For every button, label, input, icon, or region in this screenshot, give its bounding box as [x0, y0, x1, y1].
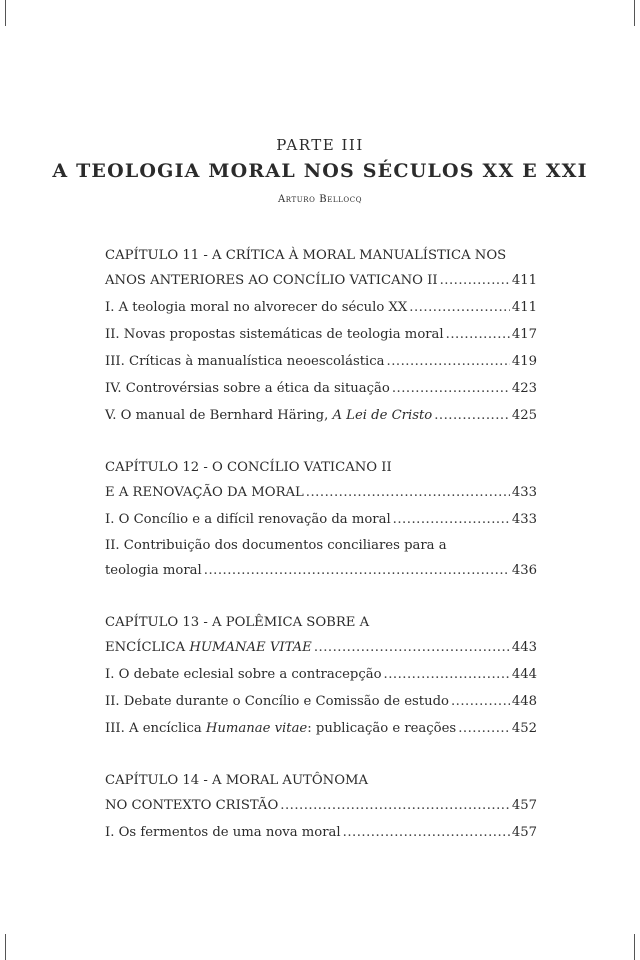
- part-header: [0, 136, 640, 205]
- crop-mark: [634, 0, 635, 26]
- dot-leader: [458, 716, 510, 741]
- dot-leader: [384, 662, 510, 687]
- entry-text: I. O Concílio e a difícil renovação da moral: [105, 512, 391, 527]
- dot-leader: [440, 268, 510, 293]
- dot-leader: [306, 480, 510, 505]
- heading-text-part: ENCÍCLICA: [105, 640, 190, 655]
- entry-text-part: V. O manual de Bernhard Häring,: [105, 408, 333, 423]
- chapter-heading: CAPÍTULO 14 - A MORAL AUTÔNOMA: [105, 773, 369, 788]
- dot-leader: [451, 689, 510, 714]
- dot-leader: [387, 349, 510, 374]
- dot-leader: [393, 507, 510, 532]
- toc-entry: [105, 295, 537, 320]
- chapter-heading-text: E A RENOVAÇÃO DA MORAL: [105, 485, 304, 500]
- entry-text: I. Os fermentos de uma nova moral: [105, 825, 341, 840]
- page-number: 425: [511, 408, 537, 423]
- toc-entry: [105, 403, 537, 428]
- chapter-heading: CAPÍTULO 13 - A POLÊMICA SOBRE A: [105, 615, 370, 630]
- chapter-heading-text: [105, 635, 312, 660]
- toc-entry: [105, 322, 537, 347]
- entry-text: II. Debate durante o Concílio e Comissão de estudo: [105, 694, 449, 709]
- chapter-11: [105, 244, 537, 428]
- page-number: 417: [511, 327, 537, 342]
- toc-entry: [105, 349, 537, 374]
- page-number: 436: [511, 563, 537, 578]
- crop-mark: [634, 934, 635, 960]
- entry-text-line: II. Contribuição dos documentos conciliares para a: [105, 538, 447, 553]
- toc-entry: [105, 820, 537, 845]
- chapter-heading-line: [105, 480, 537, 505]
- part-author: Arturo Bellocq: [277, 194, 363, 205]
- dot-leader: [314, 635, 510, 660]
- dot-leader: [392, 376, 510, 401]
- page-number: 457: [511, 798, 537, 813]
- chapter-heading-text: NO CONTEXTO CRISTÃO: [105, 798, 279, 813]
- chapter-heading-text: ANOS ANTERIORES AO CONCÍLIO VATICANO II: [105, 273, 438, 288]
- page-number: 433: [511, 512, 537, 527]
- entry-text: [105, 403, 432, 428]
- toc-entry: [105, 689, 537, 714]
- toc-entry: [105, 507, 537, 532]
- page-number: 444: [511, 667, 537, 682]
- page-number: 419: [511, 354, 537, 369]
- entry-text: I. O debate eclesial sobre a contracepção: [105, 667, 382, 682]
- crop-mark: [5, 0, 6, 26]
- toc-entry: [105, 662, 537, 687]
- dot-leader: [434, 403, 510, 428]
- entry-text-part: III. A encíclica: [105, 721, 206, 736]
- chapter-heading: CAPÍTULO 12 - O CONCÍLIO VATICANO II: [105, 460, 392, 475]
- part-label: PARTE III: [276, 136, 364, 154]
- toc-entry: [105, 558, 537, 583]
- chapter-14: [105, 769, 537, 845]
- heading-italic-title: HUMANAE VITAE: [189, 640, 312, 655]
- page-number: 457: [511, 825, 537, 840]
- entry-text: IV. Controvérsias sobre a ética da situação: [105, 381, 390, 396]
- entry-text: II. Novas propostas sistemáticas de teologia moral: [105, 327, 444, 342]
- entry-text: III. Críticas à manualística neoescolástica: [105, 354, 385, 369]
- dot-leader: [343, 820, 510, 845]
- chapter-heading: CAPÍTULO 11 - A CRÍTICA À MORAL MANUALÍSTICA NOS: [105, 248, 507, 263]
- chapter-13: [105, 611, 537, 741]
- entry-text-part: : publicação e reações: [307, 721, 457, 736]
- chapter-heading-line: [105, 793, 537, 818]
- entry-italic-title: A Lei de Cristo: [332, 408, 433, 423]
- crop-mark: [5, 934, 6, 960]
- page-number: 423: [511, 381, 537, 396]
- dot-leader: [446, 322, 510, 347]
- entry-text: I. A teologia moral no alvorecer do século XX: [105, 300, 408, 315]
- entry-text: teologia moral: [105, 563, 202, 578]
- dot-leader: [409, 295, 510, 320]
- dot-leader: [204, 558, 510, 583]
- page-number: 452: [511, 721, 537, 736]
- entry-text: [105, 716, 456, 741]
- dot-leader: [280, 793, 510, 818]
- entry-italic-title: Humanae vitae: [205, 721, 308, 736]
- chapter-heading-line: [105, 635, 537, 660]
- chapter-12: [105, 456, 537, 583]
- toc-entry: [105, 376, 537, 401]
- page-number: 433: [511, 485, 537, 500]
- toc-entry: [105, 716, 537, 741]
- chapter-heading-line: [105, 268, 537, 293]
- part-title: A TEOLOGIA MORAL NOS SÉCULOS XX E XXI: [52, 160, 588, 182]
- table-of-contents: [105, 244, 537, 873]
- page-number: 448: [511, 694, 537, 709]
- page-number: 411: [511, 273, 537, 288]
- page-number: 443: [511, 640, 537, 655]
- page-number: 411: [511, 300, 537, 315]
